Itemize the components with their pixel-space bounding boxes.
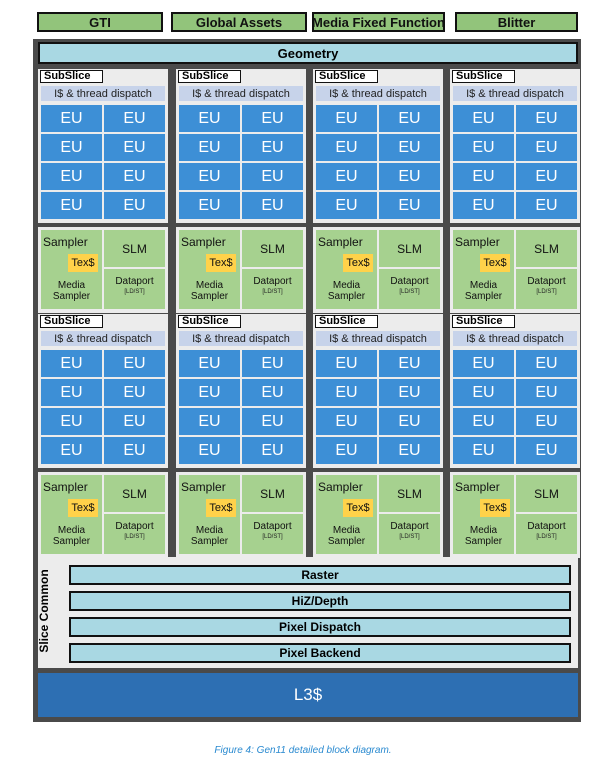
sampler-label: Sampler xyxy=(318,235,363,249)
eu-block: EU xyxy=(104,408,165,435)
dataport-sublabel: [LD/ST] xyxy=(399,534,420,540)
dataport-block xyxy=(104,269,165,309)
slice-common-label: Slice Common xyxy=(37,569,51,653)
subslice-title: SubSlice xyxy=(452,315,515,328)
sampler-label: Sampler xyxy=(318,480,363,494)
subslice-title: SubSlice xyxy=(178,70,241,83)
subslice-divider xyxy=(176,468,306,472)
subslice xyxy=(38,314,168,558)
eu-block: EU xyxy=(179,192,240,219)
media-sampler-label: Media Sampler xyxy=(464,525,503,547)
dataport-label: Dataport xyxy=(390,276,429,287)
eu-block: EU xyxy=(379,134,440,161)
subslice xyxy=(176,69,306,313)
media-sampler-label: Media Sampler xyxy=(52,525,91,547)
dataport-label: Dataport xyxy=(527,276,566,287)
dataport-block xyxy=(379,269,440,309)
dataport-block xyxy=(104,514,165,554)
eu-block: EU xyxy=(516,105,577,132)
eu-block: EU xyxy=(316,437,377,464)
dataport-sublabel: [LD/ST] xyxy=(536,534,557,540)
tex-cache: Tex$ xyxy=(68,254,98,272)
eu-block: EU xyxy=(379,105,440,132)
dataport-sublabel: [LD/ST] xyxy=(536,289,557,295)
dataport-sublabel: [LD/ST] xyxy=(262,289,283,295)
sampler-label: Sampler xyxy=(181,480,226,494)
slm-block: SLM xyxy=(104,230,165,267)
eu-block: EU xyxy=(379,437,440,464)
sampler-label: Sampler xyxy=(455,235,500,249)
sampler-label: Sampler xyxy=(43,235,88,249)
dataport-block xyxy=(242,514,303,554)
eu-block: EU xyxy=(41,163,102,190)
media-sampler-label: Media Sampler xyxy=(464,280,503,302)
eu-block: EU xyxy=(379,408,440,435)
eu-block: EU xyxy=(179,408,240,435)
pixel-backend-block: Pixel Backend xyxy=(69,643,571,663)
dataport-block xyxy=(516,269,577,309)
subslice-divider xyxy=(450,468,580,472)
subslice xyxy=(450,314,580,558)
eu-block: EU xyxy=(242,163,303,190)
dataport-label: Dataport xyxy=(115,521,154,532)
tex-cache: Tex$ xyxy=(206,499,236,517)
subslice-divider xyxy=(176,223,306,227)
icache-thread-dispatch: I$ & thread dispatch xyxy=(179,86,303,101)
icache-thread-dispatch: I$ & thread dispatch xyxy=(316,331,440,346)
sampler-label: Sampler xyxy=(455,480,500,494)
sampler-block xyxy=(316,475,377,554)
icache-thread-dispatch: I$ & thread dispatch xyxy=(316,86,440,101)
tex-cache: Tex$ xyxy=(343,254,373,272)
subslice-title: SubSlice xyxy=(315,70,378,83)
eu-block: EU xyxy=(453,437,514,464)
sampler-label: Sampler xyxy=(43,480,88,494)
eu-block: EU xyxy=(104,192,165,219)
slm-block: SLM xyxy=(379,475,440,512)
slice-common-panel xyxy=(38,557,578,668)
eu-block: EU xyxy=(104,437,165,464)
tex-cache: Tex$ xyxy=(343,499,373,517)
global-assets-block: Global Assets xyxy=(171,12,307,32)
eu-block: EU xyxy=(453,105,514,132)
eu-block: EU xyxy=(379,192,440,219)
subslice-title: SubSlice xyxy=(178,315,241,328)
eu-block: EU xyxy=(41,379,102,406)
eu-block: EU xyxy=(453,408,514,435)
eu-block: EU xyxy=(242,379,303,406)
eu-block: EU xyxy=(104,379,165,406)
hiz-depth-block: HiZ/Depth xyxy=(69,591,571,611)
l3-cache-block: L3$ xyxy=(38,673,578,717)
eu-block: EU xyxy=(516,437,577,464)
dataport-label: Dataport xyxy=(527,521,566,532)
sampler-label: Sampler xyxy=(181,235,226,249)
dataport-sublabel: [LD/ST] xyxy=(262,534,283,540)
eu-block: EU xyxy=(453,163,514,190)
eu-block: EU xyxy=(316,105,377,132)
dataport-sublabel: [LD/ST] xyxy=(124,534,145,540)
eu-block: EU xyxy=(453,350,514,377)
media-sampler-label: Media Sampler xyxy=(327,525,366,547)
subslice-title: SubSlice xyxy=(40,315,103,328)
eu-block: EU xyxy=(41,437,102,464)
media-fixed-function-block: Media Fixed Function xyxy=(312,12,445,32)
eu-block: EU xyxy=(41,134,102,161)
tex-cache: Tex$ xyxy=(206,254,236,272)
dataport-label: Dataport xyxy=(390,521,429,532)
eu-block: EU xyxy=(453,134,514,161)
eu-block: EU xyxy=(41,350,102,377)
sampler-block xyxy=(453,230,514,309)
eu-block: EU xyxy=(179,350,240,377)
icache-thread-dispatch: I$ & thread dispatch xyxy=(41,86,165,101)
subslice-divider xyxy=(38,468,168,472)
eu-block: EU xyxy=(516,134,577,161)
raster-block: Raster xyxy=(69,565,571,585)
subslice xyxy=(38,69,168,313)
eu-block: EU xyxy=(41,105,102,132)
slm-block: SLM xyxy=(516,475,577,512)
blitter-block: Blitter xyxy=(455,12,578,32)
eu-block: EU xyxy=(516,163,577,190)
eu-block: EU xyxy=(379,379,440,406)
media-sampler-label: Media Sampler xyxy=(327,280,366,302)
eu-block: EU xyxy=(242,105,303,132)
eu-block: EU xyxy=(316,192,377,219)
sampler-block xyxy=(41,230,102,309)
slm-block: SLM xyxy=(242,230,303,267)
eu-block: EU xyxy=(104,350,165,377)
gti-block: GTI xyxy=(37,12,163,32)
dataport-label: Dataport xyxy=(253,276,292,287)
eu-block: EU xyxy=(379,163,440,190)
dataport-block xyxy=(516,514,577,554)
geometry-block: Geometry xyxy=(38,42,578,64)
subslice-divider xyxy=(38,223,168,227)
eu-block: EU xyxy=(516,408,577,435)
media-sampler-label: Media Sampler xyxy=(190,280,229,302)
dataport-label: Dataport xyxy=(253,521,292,532)
eu-block: EU xyxy=(242,134,303,161)
slm-block: SLM xyxy=(516,230,577,267)
subslice xyxy=(450,69,580,313)
eu-block: EU xyxy=(242,437,303,464)
tex-cache: Tex$ xyxy=(480,254,510,272)
figure-caption: Figure 4: Gen11 detailed block diagram. xyxy=(214,745,392,756)
eu-block: EU xyxy=(104,163,165,190)
slm-block: SLM xyxy=(242,475,303,512)
eu-block: EU xyxy=(316,379,377,406)
eu-block: EU xyxy=(41,408,102,435)
eu-block: EU xyxy=(453,379,514,406)
eu-block: EU xyxy=(179,437,240,464)
icache-thread-dispatch: I$ & thread dispatch xyxy=(179,331,303,346)
slm-block: SLM xyxy=(379,230,440,267)
media-sampler-label: Media Sampler xyxy=(52,280,91,302)
subslice-title: SubSlice xyxy=(452,70,515,83)
subslice xyxy=(313,69,443,313)
subslice xyxy=(313,314,443,558)
sampler-block xyxy=(41,475,102,554)
eu-block: EU xyxy=(179,134,240,161)
dataport-label: Dataport xyxy=(115,276,154,287)
eu-block: EU xyxy=(316,408,377,435)
subslice-divider xyxy=(313,468,443,472)
sampler-block xyxy=(453,475,514,554)
subslice-title: SubSlice xyxy=(315,315,378,328)
slm-block: SLM xyxy=(104,475,165,512)
eu-block: EU xyxy=(453,192,514,219)
icache-thread-dispatch: I$ & thread dispatch xyxy=(453,86,577,101)
dataport-sublabel: [LD/ST] xyxy=(124,289,145,295)
sampler-block xyxy=(179,475,240,554)
subslice xyxy=(176,314,306,558)
subslice-divider xyxy=(450,223,580,227)
tex-cache: Tex$ xyxy=(68,499,98,517)
subslice-title: SubSlice xyxy=(40,70,103,83)
tex-cache: Tex$ xyxy=(480,499,510,517)
eu-block: EU xyxy=(242,408,303,435)
pixel-dispatch-block: Pixel Dispatch xyxy=(69,617,571,637)
eu-block: EU xyxy=(516,379,577,406)
eu-block: EU xyxy=(179,379,240,406)
eu-block: EU xyxy=(242,192,303,219)
subslice-divider xyxy=(313,223,443,227)
eu-block: EU xyxy=(41,192,102,219)
dataport-block xyxy=(379,514,440,554)
eu-block: EU xyxy=(316,350,377,377)
dataport-sublabel: [LD/ST] xyxy=(399,289,420,295)
eu-block: EU xyxy=(516,192,577,219)
icache-thread-dispatch: I$ & thread dispatch xyxy=(453,331,577,346)
icache-thread-dispatch: I$ & thread dispatch xyxy=(41,331,165,346)
eu-block: EU xyxy=(179,105,240,132)
eu-block: EU xyxy=(316,163,377,190)
eu-block: EU xyxy=(104,134,165,161)
eu-block: EU xyxy=(242,350,303,377)
sampler-block xyxy=(179,230,240,309)
eu-block: EU xyxy=(516,350,577,377)
sampler-block xyxy=(316,230,377,309)
media-sampler-label: Media Sampler xyxy=(190,525,229,547)
eu-block: EU xyxy=(104,105,165,132)
dataport-block xyxy=(242,269,303,309)
eu-block: EU xyxy=(379,350,440,377)
eu-block: EU xyxy=(316,134,377,161)
eu-block: EU xyxy=(179,163,240,190)
